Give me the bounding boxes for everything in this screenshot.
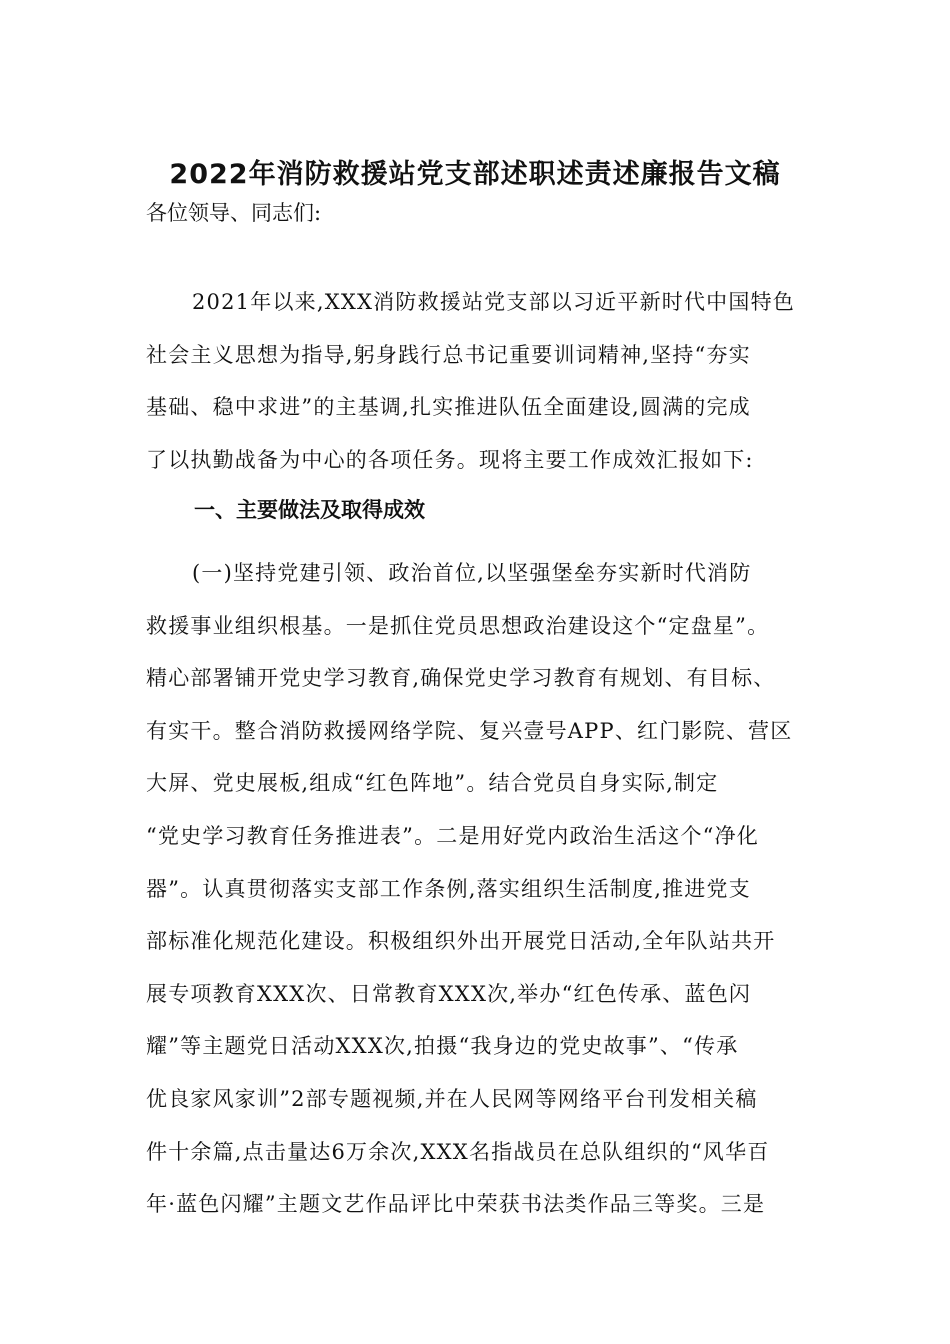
paragraph-line: 2021年以来,XXX消防救援站党支部以习近平新时代中国特色	[192, 290, 795, 314]
paragraph-line: (一)坚持党建引领、政治首位,以坚强堡垒夯实新时代消防	[192, 561, 752, 585]
document-title: 2022年消防救援站党支部述职述责述廉报告文稿	[169, 159, 781, 190]
paragraph-line: 大屏、党史展板,组成“红色阵地”。结合党员自身实际,制定	[146, 771, 719, 796]
paragraph-line: 救援事业组织根基。一是抓住党员思想政治建设这个“定盘星”。	[146, 613, 770, 638]
paragraph-line: “党史学习教育任务推进表”。二是用好党内政治生活这个“净化	[146, 823, 760, 848]
paragraph-line: 部标准化规范化建设。积极组织外出开展党日活动,全年队站共开	[146, 929, 776, 954]
section-heading: 一、主要做法及取得成效	[194, 498, 425, 522]
paragraph-line: 件十余篇,点击量达6万余次,XXX名指战员在总队组织的“风华百	[146, 1139, 770, 1164]
intro-paragraph	[146, 276, 806, 486]
paragraph-line: 器”。认真贯彻落实支部工作条例,落实组织生活制度,推进党支	[146, 876, 751, 901]
paragraph-line: 优良家风家训”2部专题视频,并在人民网等网络平台刊发相关稿	[146, 1086, 758, 1111]
paragraph-line: 了以执勤战备为中心的各项任务。现将主要工作成效汇报如下:	[146, 447, 754, 472]
paragraph-line: 耀”等主题党日活动XXX次,拍摄“我身边的党史故事”、“传承	[146, 1034, 739, 1059]
salutation: 各位领导、同志们:	[146, 201, 322, 225]
paragraph-line: 年·蓝色闪耀”主题文艺作品评比中荣获书法类作品三等奖。三是	[146, 1192, 766, 1217]
paragraph-line: 精心部署铺开党史学习教育,确保党史学习教育有规划、有目标、	[146, 666, 776, 691]
paragraph-line: 有实干。整合消防救援网络学院、复兴壹号APP、红门影院、营区	[146, 718, 793, 743]
section-paragraph	[146, 547, 806, 1231]
paragraph-line: 社会主义思想为指导,躬身践行总书记重要训词精神,坚持“夯实	[146, 342, 751, 367]
paragraph-line: 展专项教育XXX次、日常教育XXX次,举办“红色传承、蓝色闪	[146, 981, 752, 1006]
paragraph-line: 基础、稳中求进”的主基调,扎实推进队伍全面建设,圆满的完成	[146, 395, 751, 420]
